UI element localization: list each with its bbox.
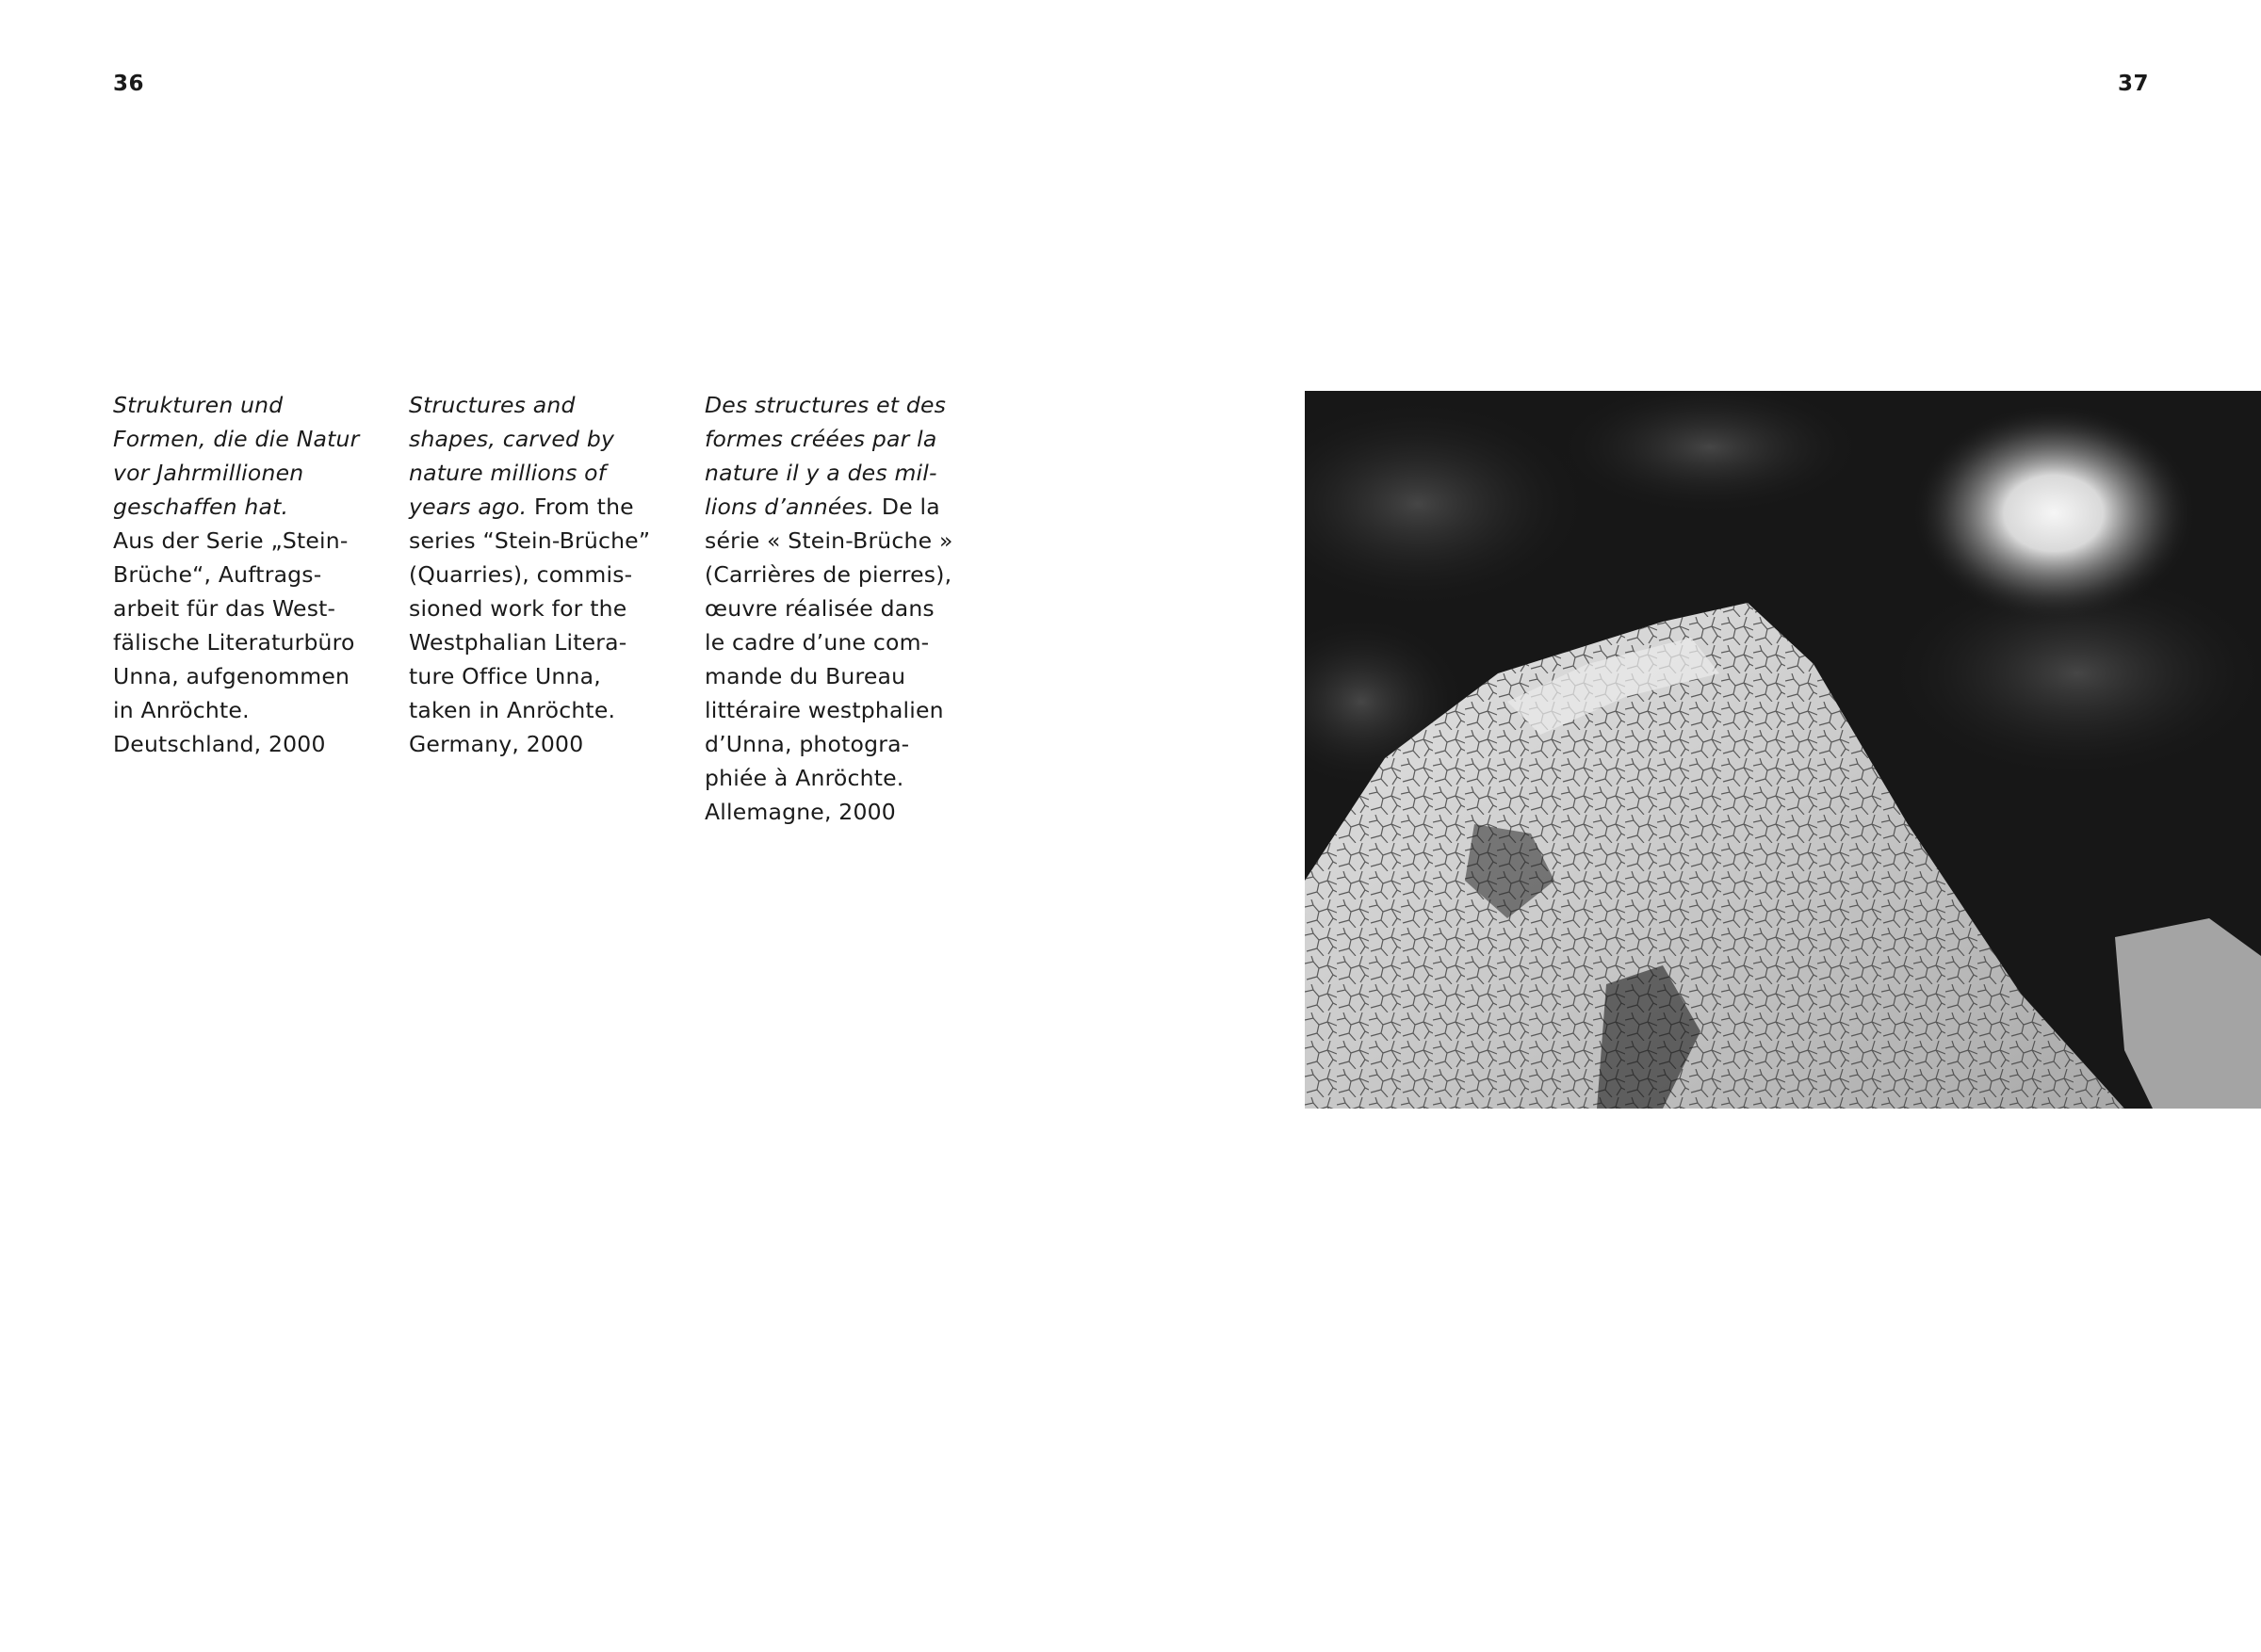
caption-english — [409, 388, 663, 761]
caption-french — [705, 388, 959, 829]
caption-italic-text: lions d’années. — [705, 494, 875, 520]
page-number-left: 36 — [113, 72, 145, 96]
caption-line — [113, 456, 367, 490]
caption-text: series “Stein-Brüche” — [409, 527, 651, 554]
caption-line — [705, 456, 959, 490]
caption-text: ture Office Unna, — [409, 663, 601, 689]
caption-text: arbeit für das West- — [113, 595, 336, 622]
caption-line — [113, 625, 367, 659]
caption-german — [113, 388, 367, 761]
caption-text: Westphalian Litera- — [409, 629, 627, 656]
caption-line — [409, 625, 663, 659]
rock-photo-drawing — [1305, 391, 2261, 1109]
caption-text: (Carrières de pierres), — [705, 561, 952, 588]
caption-text: mande du Bureau — [705, 663, 906, 689]
caption-line — [409, 591, 663, 625]
caption-line — [705, 795, 959, 829]
caption-line — [409, 727, 663, 761]
caption-italic-text: Strukturen und — [113, 392, 284, 418]
caption-italic-text: Structures and — [409, 392, 576, 418]
caption-line — [705, 659, 959, 693]
caption-line — [409, 422, 663, 456]
caption-line — [409, 490, 663, 524]
caption-line — [113, 388, 367, 422]
caption-text: taken in Anröchte. — [409, 697, 616, 723]
caption-text: phiée à Anröchte. — [705, 765, 904, 791]
caption-text: littéraire westphalien — [705, 697, 944, 723]
caption-text: d’Unna, photogra- — [705, 731, 910, 757]
caption-italic-text: shapes, carved by — [409, 426, 615, 452]
caption-line — [705, 727, 959, 761]
caption-text: série « Stein-Brüche » — [705, 527, 953, 554]
caption-line — [409, 693, 663, 727]
caption-text: Unna, aufgenommen — [113, 663, 350, 689]
caption-line — [113, 591, 367, 625]
photograph-cracked-rock — [1305, 391, 2261, 1109]
caption-line — [705, 558, 959, 591]
caption-italic-text: Des structures et des — [705, 392, 947, 418]
caption-line — [409, 558, 663, 591]
caption-text: in Anröchte. — [113, 697, 250, 723]
caption-text: From the — [527, 494, 634, 520]
caption-text: sioned work for the — [409, 595, 627, 622]
caption-italic-text: formes créées par la — [705, 426, 937, 452]
caption-line — [113, 490, 367, 524]
caption-line — [409, 524, 663, 558]
caption-line — [113, 693, 367, 727]
caption-italic-text: years ago. — [409, 494, 528, 520]
caption-line — [113, 727, 367, 761]
caption-text: le cadre d’une com- — [705, 629, 930, 656]
caption-line — [705, 422, 959, 456]
caption-text: Germany, 2000 — [409, 731, 584, 757]
caption-line — [113, 524, 367, 558]
caption-line — [705, 490, 959, 524]
caption-text: (Quarries), commis- — [409, 561, 633, 588]
caption-line — [705, 524, 959, 558]
caption-line — [409, 659, 663, 693]
caption-line — [409, 456, 663, 490]
caption-line — [113, 558, 367, 591]
caption-text: De la — [874, 494, 940, 520]
caption-text: œuvre réalisée dans — [705, 595, 935, 622]
caption-text: Deutschland, 2000 — [113, 731, 326, 757]
caption-italic-text: nature millions of — [409, 460, 607, 486]
caption-line — [113, 659, 367, 693]
page-number-right: 37 — [2117, 72, 2149, 96]
caption-line — [705, 625, 959, 659]
caption-italic-text: geschaffen hat. — [113, 494, 289, 520]
caption-italic-text: vor Jahrmillionen — [113, 460, 304, 486]
sun-reflection — [1912, 405, 2195, 622]
caption-line — [705, 761, 959, 795]
caption-line — [113, 422, 367, 456]
caption-italic-text: nature il y a des mil- — [705, 460, 937, 486]
caption-line — [409, 388, 663, 422]
caption-text: Allemagne, 2000 — [705, 799, 896, 825]
caption-line — [705, 388, 959, 422]
caption-text: Aus der Serie „Stein- — [113, 527, 349, 554]
caption-italic-text: Formen, die die Natur — [113, 426, 360, 452]
caption-line — [705, 591, 959, 625]
caption-text: Brüche“, Auftrags- — [113, 561, 322, 588]
caption-line — [705, 693, 959, 727]
caption-text: fälische Literaturbüro — [113, 629, 355, 656]
